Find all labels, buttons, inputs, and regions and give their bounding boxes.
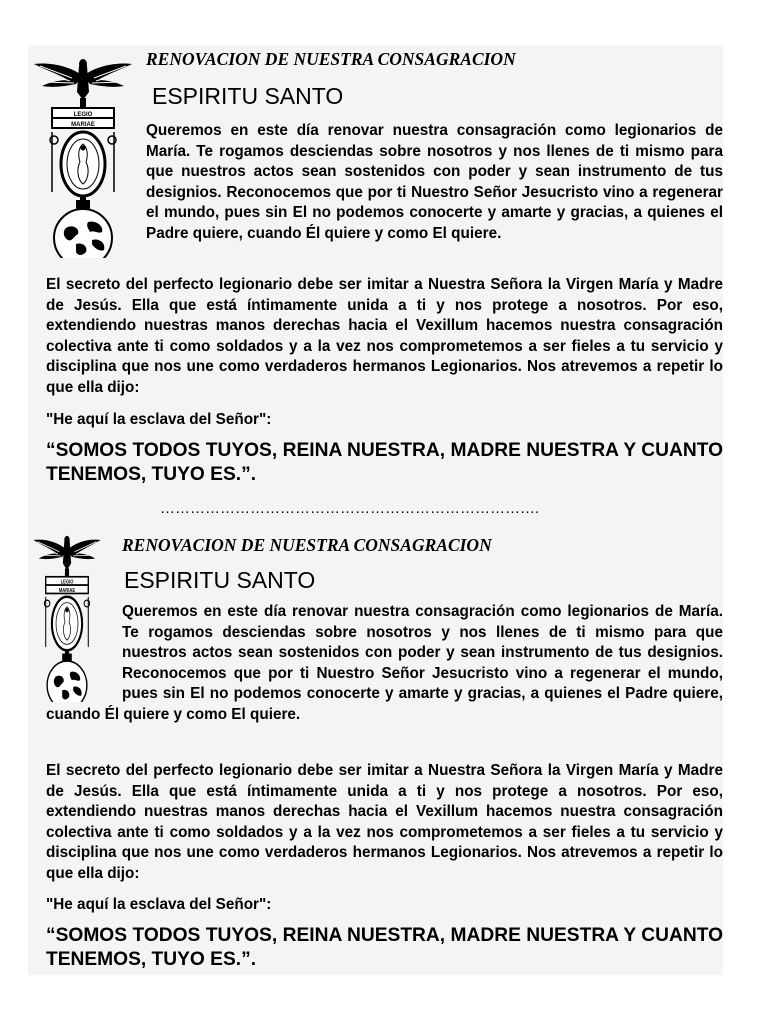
paragraph-intro: Queremos en este día renovar nuestra consagración como legionarios de María. Te rogamos desciendas sobre nosotros y nos llenes de ti mismo para que nuestros actos sean sostenidos con poder y sean instrumento de tus designios. Reconocemos que por ti Nuestro Señor Jesucristo vino a regenerar el mundo, pues sin El no podemos conocerte y amarte y gracias, a quienes el Padre quiere, cuando Él quiere y como El quiere. — [46, 603, 723, 723]
consecration-quote: “SOMOS TODOS TUYOS, REINA NUESTRA, MADRE NUESTRA Y CUANTO TENEMOS, TUYO ES.”. — [46, 925, 723, 970]
quote-lead: "He aquí la esclava del Señor": — [46, 411, 272, 428]
section-subtitle: ESPIRITU SANTO — [124, 567, 316, 593]
paragraph-intro-block — [46, 602, 723, 725]
consecration-quote: “SOMOS TODOS TUYOS, REINA NUESTRA, MADRE NUESTRA Y CUANTO TENEMOS, TUYO ES.”. — [46, 440, 723, 485]
svg-text:LEGIO: LEGIO — [60, 579, 74, 585]
section-divider: …………………………………………………………………. — [160, 500, 540, 517]
section-subtitle: ESPIRITU SANTO — [152, 83, 344, 109]
section-heading: RENOVACION DE NUESTRA CONSAGRACION — [146, 49, 516, 69]
vexillum-legionis-icon — [32, 52, 134, 258]
svg-text:MARIAE: MARIAE — [58, 587, 76, 593]
quote-lead: "He aquí la esclava del Señor": — [46, 896, 272, 913]
svg-text:MARIAE: MARIAE — [71, 122, 95, 128]
emblem-spacer — [46, 602, 122, 704]
paragraph-secret: El secreto del perfecto legionario debe ser imitar a Nuestra Señora la Virgen María y Madre de Jesús. Ella que está íntimamente unida a ti y nos protege a nosotros. Por eso, extendiendo nuestras manos derechas hacia el Vexillum hacemos nuestra consagración colectiva ante ti como soldados y a la vez nos comprometemos a ser fieles a tu servicio y disciplina que nos une como verdaderos hermanos Legionarios. Nos atrevemos a repetir lo que ella dijo: — [46, 762, 723, 882]
section-heading: RENOVACION DE NUESTRA CONSAGRACION — [122, 535, 492, 555]
paragraph-intro: Queremos en este día renovar nuestra consagración como legionarios de María. Te rogamos desciendas sobre nosotros y nos llenes de ti mismo para que nuestros actos sean sostenidos con poder y sean instrumento de tus designios. Reconocemos que por ti Nuestro Señor Jesucristo vino a regenerar el mundo, pues sin El no podemos conocerte y amarte y gracias, a quienes el Padre quiere, cuando Él quiere y como El quiere. — [146, 122, 723, 242]
paragraph-secret: El secreto del perfecto legionario debe ser imitar a Nuestra Señora la Virgen María y Madre de Jesús. Ella que está íntimamente unida a ti y nos protege a nosotros. Por eso, extendiendo nuestras manos derechas hacia el Vexillum hacemos nuestra consagración colectiva ante ti como soldados y a la vez nos comprometemos a ser fieles a tu servicio y disciplina que nos une como verdaderos hermanos Legionarios. Nos atrevemos a repetir lo que ella dijo: — [46, 276, 723, 396]
svg-text:LEGIO: LEGIO — [73, 112, 93, 118]
